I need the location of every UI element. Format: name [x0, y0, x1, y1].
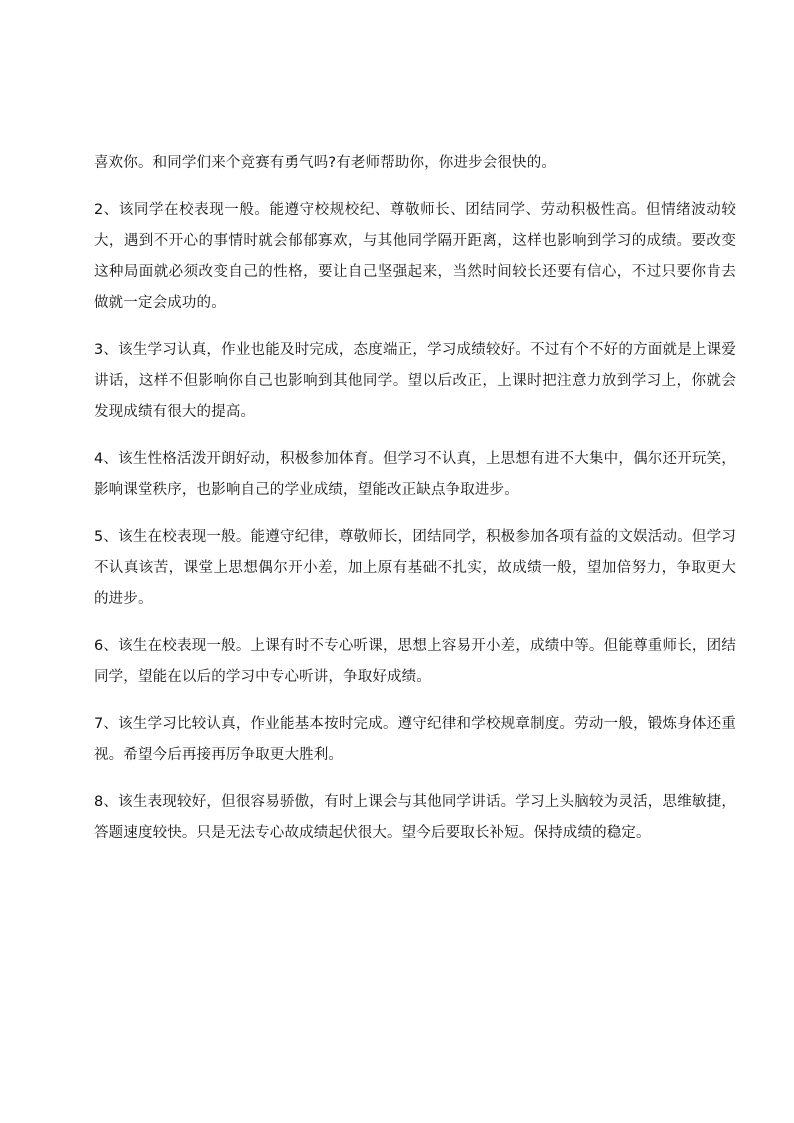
paragraph-comment-5: 5、该生在校表现一般。能遵守纪律，尊敬师长，团结同学，积极参加各项有益的文娱活动。但学习不认真该苦，课堂上思想偶尔开小差，加上原有基础不扎实，故成绩一般，望加倍努力，争取更大的进步。: [94, 529, 736, 607]
paragraph-comment-4: 4、该生性格活泼开朗好动，积极参加体育。但学习不认真，上思想有进不大集中，偶尔还开玩笑，影响课堂秩序，也影响自己的学业成绩，望能改正缺点争取进步。: [94, 451, 736, 498]
paragraph-comment-3: 3、该生学习认真，作业也能及时完成，态度端正，学习成绩较好。不过有个不好的方面就是上课爱讲话，这样不但影响你自己也影响到其他同学。望以后改正，上课时把注意力放到学习上，你就会发现成绩有很大的提高。: [94, 342, 736, 420]
paragraph-continuation: 喜欢你。和同学们来个竞赛有勇气吗?有老师帮助你，你进步会很快的。: [94, 155, 556, 171]
paragraph-comment-8: 8、该生表现较好，但很容易骄傲，有时上课会与其他同学讲话。学习上头脑较为灵活，思维敏捷，答题速度较快。只是无法专心故成绩起伏很大。望今后要取长补短。保持成绩的稳定。: [94, 794, 736, 841]
paragraph-comment-7: 7、该生学习比较认真，作业能基本按时完成。遵守纪律和学校规章制度。劳动一般，锻炼身体还重视。希望今后再接再厉争取更大胜利。: [94, 716, 736, 763]
paragraph-comment-2: 2、该同学在校表现一般。能遵守校规校纪、尊敬师长、团结同学、劳动积极性高。但情绪波动较大，遇到不开心的事情时就会郁郁寡欢，与其他同学隔开距离，这样也影响到学习的成绩。要改变这种局面就必须改变自己的性格，要让自己坚强起来，当然时间较长还要有信心，不过只要你肯去做就一定会成功的。: [94, 202, 736, 311]
document-body: [94, 148, 736, 865]
paragraph-comment-6: 6、该生在校表现一般。上课有时不专心听课，思想上容易开小差，成绩中等。但能尊重师长，团结同学，望能在以后的学习中专心听讲，争取好成绩。: [94, 638, 736, 685]
